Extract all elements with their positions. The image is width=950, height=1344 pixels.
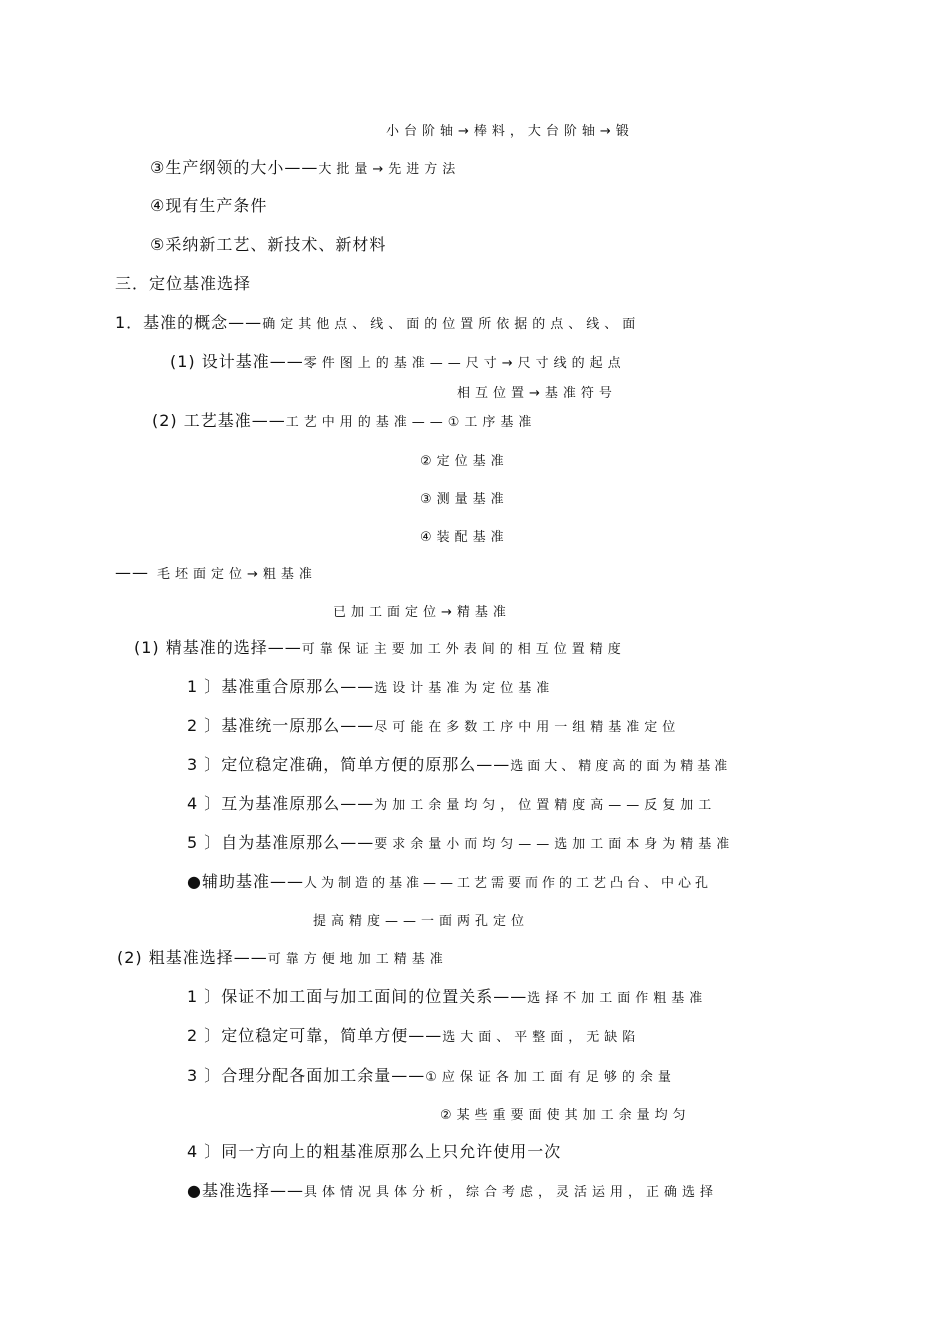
text-line-18	[187, 757, 731, 773]
line-19-main: 4 〕互为基准原那么——	[187, 794, 375, 813]
line-6-main: 1．基准的概念——	[115, 313, 263, 332]
line-28-main: 4 〕同一方向上的粗基准原那么上只允许使用一次	[187, 1142, 562, 1161]
line-21-detail: 人为制造的基准——工艺需要而作的工艺凸台、中心孔	[303, 876, 712, 891]
text-line-24	[187, 989, 707, 1005]
line-17-detail: 尽可能在多数工序中用一组精基准定位	[374, 720, 681, 735]
text-line-10	[420, 452, 509, 468]
line-2-detail: 大批量→先进方法	[318, 162, 461, 177]
text-line-14	[333, 603, 511, 619]
line-3-main: ④现有生产条件	[150, 196, 268, 215]
line-9-detail: 工艺中用的基准——①工序基准	[285, 415, 537, 430]
line-18-detail: 选面大、精度高的面为精基准	[510, 759, 732, 774]
line-23-main: (2) 粗基准选择——	[117, 948, 268, 967]
line-24-main: 1 〕保证不加工面与加工面间的位置关系——	[187, 987, 528, 1006]
line-18-main: 3 〕定位稳定准确，简单方便的原那么——	[187, 755, 511, 774]
text-line-19	[187, 796, 716, 812]
text-line-27	[440, 1106, 691, 1122]
line-9-main: (2) 工艺基准——	[152, 411, 286, 430]
line-26-detail: ①应保证各加工面有足够的余量	[425, 1070, 676, 1085]
text-line-22	[313, 912, 529, 928]
text-line-2	[150, 160, 460, 176]
text-line-11	[420, 490, 509, 506]
line-2-main: ③生产纲领的大小——	[150, 158, 319, 177]
line-29-main: ●基准选择——	[187, 1181, 304, 1200]
line-10-detail: ②定位基准	[420, 454, 509, 469]
line-15-detail: 可靠保证主要加工外表间的相互位置精度	[301, 642, 626, 657]
text-line-12	[420, 528, 509, 544]
line-17-main: 2 〕基准统一原那么——	[187, 716, 375, 735]
text-line-6	[115, 315, 640, 331]
line-16-detail: 选设计基准为定位基准	[374, 681, 555, 696]
line-11-detail: ③测量基准	[420, 492, 509, 507]
text-line-4	[150, 237, 386, 253]
line-13-detail: 毛坯面定位→粗基准	[157, 567, 317, 582]
text-line-21	[187, 874, 712, 890]
line-22-detail: 提高精度——一面两孔定位	[313, 914, 530, 929]
line-25-detail: 选大面、平整面，无缺陷	[442, 1030, 641, 1045]
text-line-29	[187, 1183, 718, 1199]
line-4-main: ⑤采纳新工艺、新技术、新材料	[150, 235, 387, 254]
line-27-detail: ②某些重要面使其加工余量均匀	[440, 1108, 691, 1123]
line-13-main: ——	[115, 563, 149, 582]
line-5-main: 三．定位基准选择	[115, 274, 252, 293]
line-8-detail: 相互位置→基准符号	[457, 386, 617, 401]
line-16-main: 1 〕基准重合原那么——	[187, 677, 375, 696]
line-7-main: (1) 设计基准——	[170, 352, 304, 371]
line-20-detail: 要求余量小而均匀——选加工面本身为精基准	[374, 837, 735, 852]
line-21-main: ●辅助基准——	[187, 872, 304, 891]
text-line-23	[117, 950, 448, 966]
text-line-7	[170, 354, 626, 370]
line-26-main: 3 〕合理分配各面加工余量——	[187, 1066, 426, 1085]
line-19-detail: 为加工余量均匀，位置精度高——反复加工	[374, 798, 717, 813]
section-heading	[115, 276, 251, 292]
text-line-17	[187, 718, 680, 734]
line-20-main: 5 〕自为基准原那么——	[187, 833, 375, 852]
text-line-3	[150, 198, 267, 214]
text-line-28	[187, 1144, 561, 1160]
text-line-16	[187, 679, 554, 695]
text-line-1	[386, 122, 634, 138]
line-15-main: (1) 精基准的选择——	[134, 638, 302, 657]
text-line-25	[187, 1028, 640, 1044]
line-6-detail: 确定其他点、线、面的位置所依据的点、线、面	[262, 317, 641, 332]
text-line-9	[152, 413, 536, 429]
text-line-8	[457, 384, 617, 400]
text-line-20	[187, 835, 734, 851]
line-29-detail: 具体情况具体分析，综合考虑，灵活运用，正确选择	[303, 1185, 718, 1200]
line-7-detail: 零件图上的基准——尺寸→尺寸线的起点	[303, 356, 626, 371]
line-25-main: 2 〕定位稳定可靠，简单方便——	[187, 1026, 443, 1045]
text-line-15	[134, 640, 626, 656]
text-line-26	[187, 1068, 676, 1084]
line-12-detail: ④装配基准	[420, 530, 509, 545]
line-23-detail: 可靠方便地加工精基准	[267, 952, 448, 967]
line-14-detail: 已加工面定位→精基准	[333, 605, 511, 620]
line-1-detail: 小台阶轴→棒料，大台阶轴→锻	[386, 124, 634, 139]
line-24-detail: 选择不加工面作粗基准	[527, 991, 708, 1006]
text-line-13	[115, 565, 317, 581]
